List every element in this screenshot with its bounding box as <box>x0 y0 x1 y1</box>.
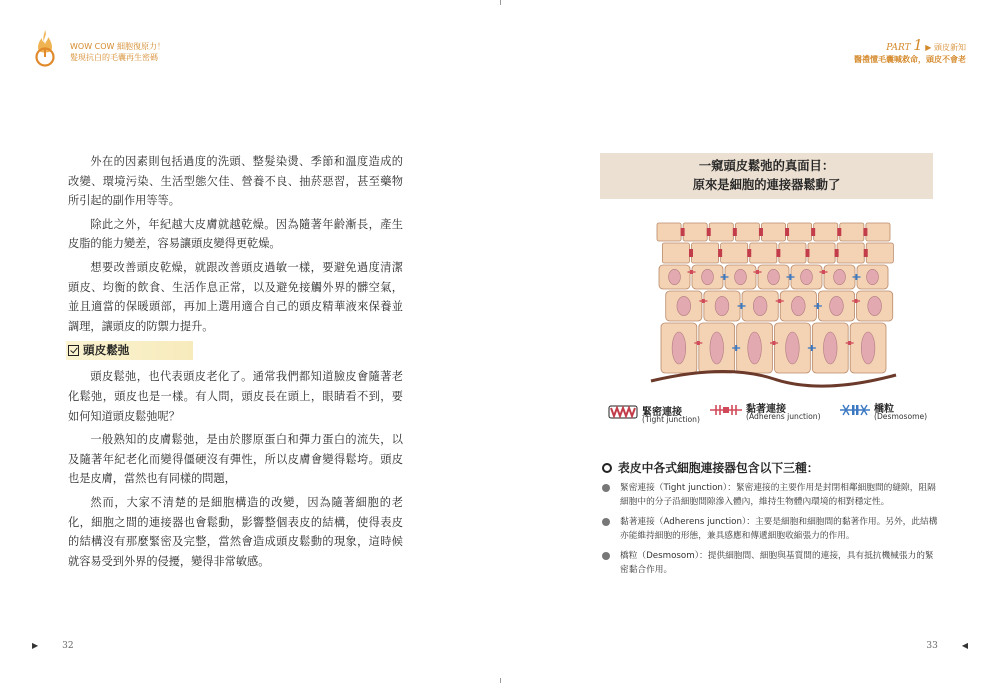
legend-sublabel: (Tight junction) <box>642 415 700 424</box>
tight-junction-mark <box>707 228 711 236</box>
junction-info-list <box>602 481 938 582</box>
list-item <box>602 549 938 578</box>
cell-nucleus <box>861 332 875 364</box>
skin-cell <box>808 243 835 263</box>
skin-cell <box>837 243 864 263</box>
list-item-text: 橋粒（Desmosom）：提供細胞間、細胞與基質間的連接，具有抵抗機械張力的緊密黏合作用。 <box>620 550 934 576</box>
cell-nucleus <box>672 332 686 364</box>
list-item-text: 緊密連接（Tight junction）：緊密連接的主要作用是封閉相鄰細胞間的縫隙，阻隔細胞中的分子沿細胞間隙滲入體內，維持生物體內環境的相對穩定性。 <box>620 483 936 508</box>
adherens-junction-mark-core <box>848 341 851 345</box>
tight-junction-mark <box>718 249 722 257</box>
skin-cell <box>840 223 864 241</box>
skin-cell <box>709 223 733 241</box>
page-number-left <box>32 641 74 651</box>
tight-junction-mark <box>864 249 868 257</box>
cell-nucleus <box>830 296 844 315</box>
legend-item-tight-junction <box>608 400 718 430</box>
adherens-junction-icon <box>710 403 742 417</box>
legend-item-desmosome <box>840 400 948 430</box>
skin-cell <box>779 243 806 263</box>
skin-cell <box>750 243 777 263</box>
paragraph: 外在的因素則包括過度的洗頭、整髮染燙、季節和溫度造成的改變、環境污染、生活型態欠佳、營養不良、抽菸惡習，甚至藥物所引起的副作用等等。 <box>68 155 403 208</box>
tight-junction-mark <box>863 228 867 236</box>
junction-legend <box>608 400 948 430</box>
triangle-right-icon: ▶ <box>925 43 932 52</box>
ring-bullet-icon <box>602 463 612 473</box>
left-body-text <box>68 152 403 575</box>
bullet-icon <box>602 518 610 526</box>
checkbox-icon <box>68 345 79 356</box>
section-heading <box>66 341 193 360</box>
cell-nucleus <box>677 296 691 315</box>
cell-nucleus <box>702 269 714 284</box>
bullet-icon <box>602 552 610 560</box>
cell-nucleus <box>823 332 837 364</box>
tight-junction-mark <box>747 249 751 257</box>
tight-junction-icon <box>608 405 638 419</box>
legend-label: 橋粒 <box>874 404 894 415</box>
cell-nucleus <box>710 332 724 364</box>
cell-nucleus <box>801 269 813 284</box>
adherens-junction-mark-core <box>773 341 776 345</box>
tight-junction-mark <box>776 249 780 257</box>
skin-cell <box>814 223 838 241</box>
desmosome-mark-core <box>724 274 726 280</box>
figure-title <box>600 153 933 199</box>
header-left-line2: 髮現抗白的毛囊再生密碼 <box>70 53 158 62</box>
flame-logo-icon <box>34 28 56 68</box>
page-number: 33 <box>926 641 938 651</box>
page-number: 32 <box>62 641 74 651</box>
cell-nucleus <box>786 332 800 364</box>
section-heading-label: 頭皮鬆弛 <box>83 343 130 358</box>
list-item <box>602 481 938 510</box>
cell-nucleus <box>834 269 846 284</box>
bullet-icon <box>602 484 610 492</box>
cell-nucleus <box>791 296 805 315</box>
desmosome-mark-core <box>817 303 819 309</box>
skin-cell <box>788 223 812 241</box>
cell-nucleus <box>715 296 729 315</box>
adherens-junction-mark-core <box>697 341 700 345</box>
list-item-text: 黏著連接（Adherens junction）：主要是細胞和細胞間的黏著作用。另外，此結構亦能維持細胞的形態，兼具感應和傳遞細胞收縮張力的作用。 <box>620 516 938 542</box>
paragraph: 然而，大家不清楚的是細胞構造的改變，因為隨著細胞的老化，細胞之間的連接器也會鬆動，影響整個表皮的結構，使得表皮的結構沒有那麼緊密及完整，當然會造成頭皮鬆動的現象，這時候就容易受到外界的侵擾，變得非常敏感。 <box>68 495 403 568</box>
skin-cell <box>866 243 893 263</box>
running-header-right <box>854 36 966 65</box>
tight-junction-mark <box>681 228 685 236</box>
section-name: 頭皮新知 <box>934 43 966 52</box>
part-number: 1 <box>913 36 923 54</box>
desmosome-mark-core <box>741 303 743 309</box>
legend-sublabel: (Adherens junction) <box>746 412 821 421</box>
legend-sublabel: (Desmosome) <box>874 412 928 421</box>
tight-junction-mark <box>689 249 693 257</box>
tight-junction-mark <box>785 228 789 236</box>
paragraph: 除此之外，年紀越大皮膚就越乾燥。因為隨著年齡漸長，產生皮脂的能力變差，容易讓頭皮變得更乾燥。 <box>68 217 403 251</box>
tight-junction-mark <box>811 228 815 236</box>
figure-title-line2: 原來是細胞的連接器鬆動了 <box>692 178 841 192</box>
figure-title-line1: 一窺頭皮鬆弛的真面目： <box>698 159 835 173</box>
list-title <box>602 459 819 476</box>
skin-cell <box>683 223 707 241</box>
paragraph: 想要改善頭皮乾燥，就跟改善頭皮過敏一樣，要避免過度清潔頭皮、均衡的飲食、生活作息正常，以及避免接觸外界的髒空氣，並且適當的保暖頭部，再加上選用適合自己的頭皮精華液來保養並調理，讓頭皮的防禦力提升。 <box>68 260 403 333</box>
running-header-left <box>34 28 234 68</box>
page-number-right <box>926 641 968 651</box>
adherens-junction-mark-core <box>756 270 759 274</box>
adherens-junction-mark-core <box>822 270 825 274</box>
skin-cell <box>721 243 748 263</box>
epidermis-cell-illustration <box>646 203 901 398</box>
tight-junction-mark <box>805 249 809 257</box>
triangle-left-icon: ◀ <box>961 641 968 650</box>
legend-label: 緊密連接 <box>642 407 682 418</box>
header-left-line1: WOW COW 細胞復原力！ <box>70 42 165 51</box>
triangle-right-icon: ▶ <box>32 641 39 650</box>
adherens-junction-mark-core <box>702 299 705 303</box>
part-label: PART <box>886 43 911 53</box>
legend-label: 黏著連接 <box>746 404 786 415</box>
cell-nucleus <box>735 269 747 284</box>
paragraph: 一般熟知的皮膚鬆弛，是由於膠原蛋白和彈力蛋白的流失，以及隨著年紀老化而變得僵硬沒有彈性，所以皮膚會變得鬆垮。頭皮也是皮膚，當然也有同樣的問題， <box>68 433 403 486</box>
cell-nucleus <box>669 269 681 284</box>
tight-junction-mark <box>837 228 841 236</box>
desmosome-icon <box>840 403 870 417</box>
skin-cell <box>691 243 718 263</box>
cell-nucleus <box>753 296 767 315</box>
list-item <box>602 515 938 544</box>
cell-nucleus <box>867 269 879 284</box>
adherens-junction-mark-core <box>855 299 858 303</box>
skin-cell <box>657 223 681 241</box>
skin-cell <box>662 243 689 263</box>
paragraph: 頭皮鬆弛，也代表頭皮老化了。通常我們都知道臉皮會隨著老化鬆弛，頭皮也是一樣。有人問，頭皮長在頭上，眼睛看不到，要如何知道頭皮鬆弛呢？ <box>68 370 403 423</box>
legend-item-adherens-junction <box>710 400 840 430</box>
right-page <box>500 0 1000 683</box>
cell-nucleus <box>748 332 762 364</box>
header-right-subtitle: 醫禮懂毛囊喊救命，頭皮不會老 <box>854 55 966 64</box>
tight-junction-mark <box>759 228 763 236</box>
cell-nucleus <box>768 269 780 284</box>
list-title-text: 表皮中各式細胞連接器包含以下三種： <box>618 461 819 475</box>
desmosome-mark-core <box>856 274 858 280</box>
skin-cell <box>761 223 785 241</box>
tight-junction-mark <box>835 249 839 257</box>
adherens-junction-mark-core <box>690 270 693 274</box>
cell-nucleus <box>868 296 882 315</box>
skin-cell <box>735 223 759 241</box>
desmosome-mark-core <box>735 345 737 351</box>
desmosome-mark-core <box>790 274 792 280</box>
adherens-junction-mark-core <box>778 299 781 303</box>
skin-cell <box>866 223 890 241</box>
desmosome-mark-core <box>811 345 813 351</box>
tight-junction-mark <box>733 228 737 236</box>
